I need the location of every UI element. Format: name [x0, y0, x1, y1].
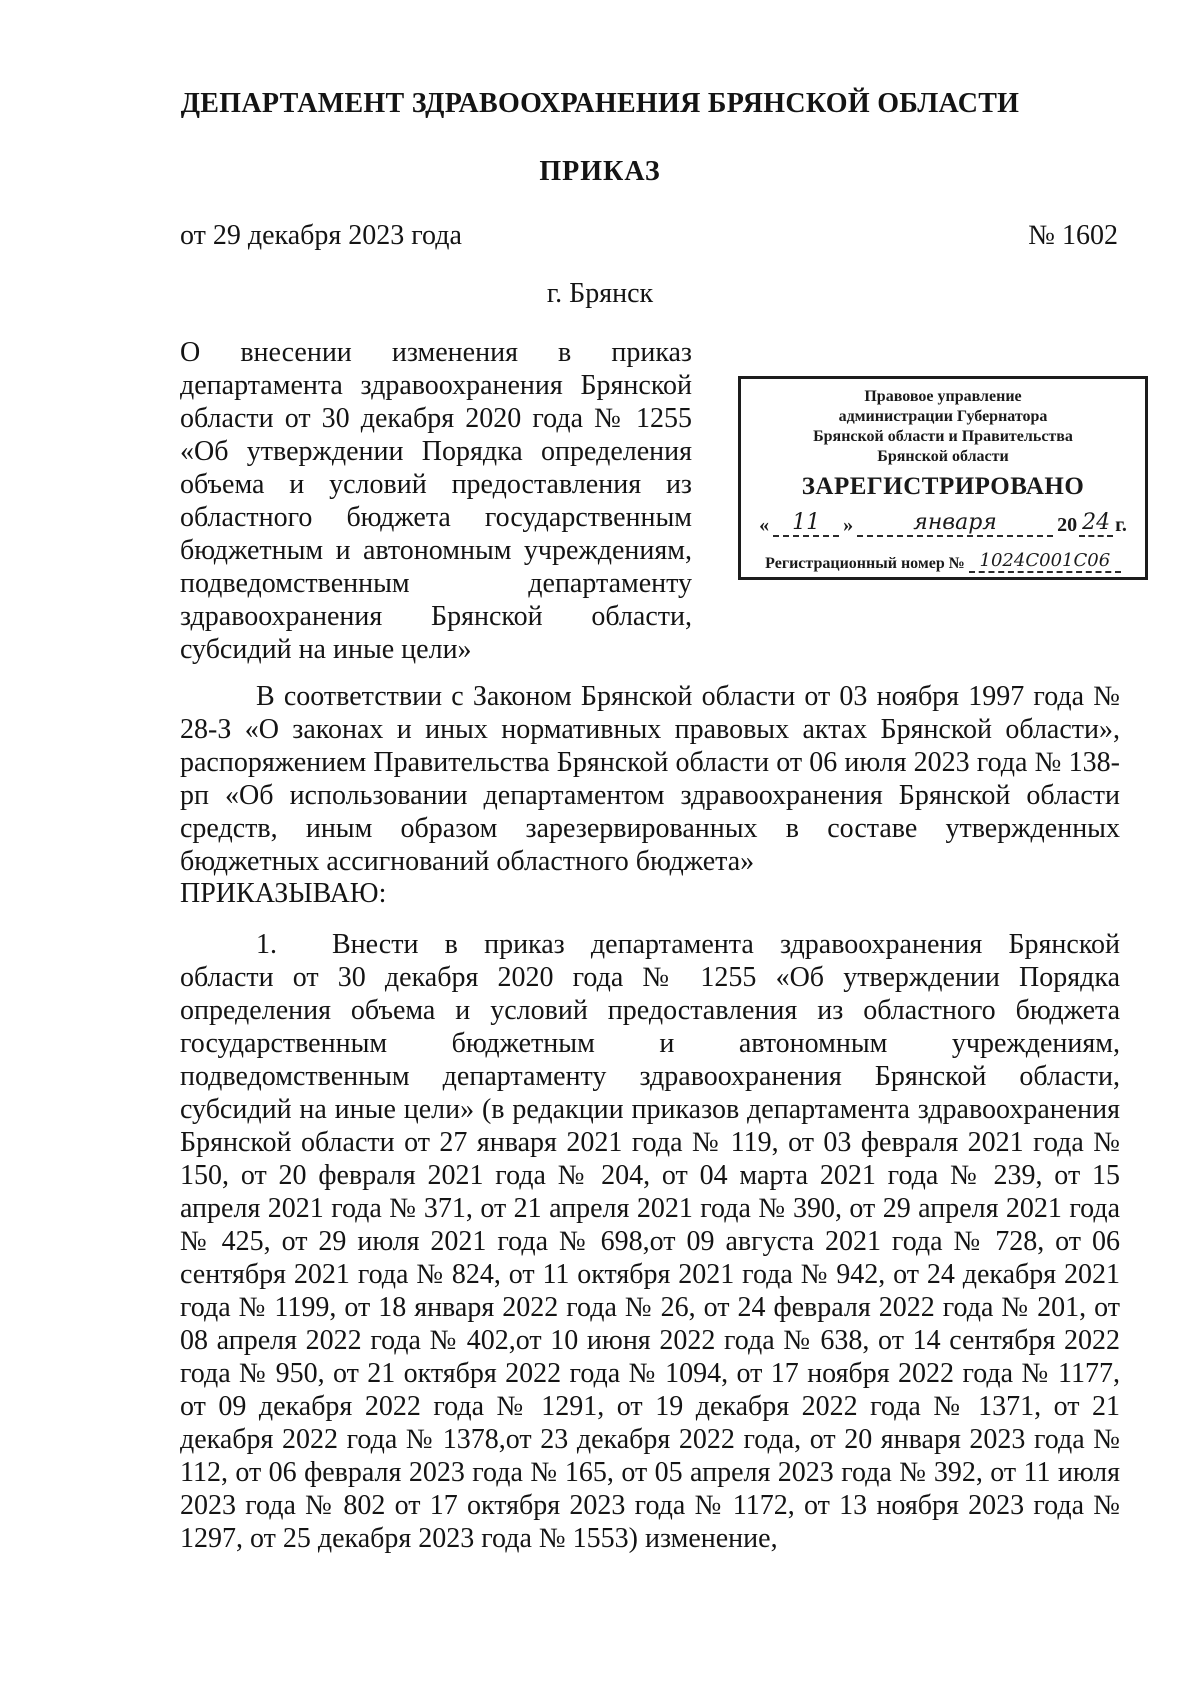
registration-stamp: [738, 376, 1148, 580]
stamp-reg-label: Регистрационный номер №: [765, 555, 965, 572]
document-type-title: ПРИКАЗ: [539, 156, 661, 187]
stamp-org-line: Брянской области и Правительства: [813, 428, 1073, 445]
item-number: 1.: [256, 929, 277, 960]
stamp-year-prefix: 20: [1057, 514, 1078, 536]
preamble-paragraph: [180, 680, 1120, 878]
order-subject: О внесении изменения в приказ департамента здравоохранения Брянской области от 30 декабря 2020 года № 1255 «Об утверждении Порядка определения объема и условий предоставления из областного бюджета государственным бюджетным и автономным учреждениям, подведомственным департаменту здравоохранения Брянской области, субсидий на иные цели»: [180, 337, 692, 665]
stamp-org-line: Правовое управление: [864, 388, 1022, 405]
stamp-org-line: Брянской области: [877, 448, 1009, 465]
stamp-month: января: [857, 511, 1053, 537]
item-text: Внести в приказ департамента здравоохранения Брянской области от 30 декабря 2020 года № 1255 «Об утверждении Порядка определения объема и условий предоставления из областного бюджета государственным бюджетным и автономным учреждениям, подведомственным департаменту здравоохранения Брянской области, субсидий на иные цели» (в редакции приказов департамента здравоохранения Брянской области от 27 января 2021 года № 119, от 03 февраля 2021 года № 150, от 20 февраля 2021 года № 204, от 04 марта 2021 года № 239, от 15 апреля 2021 года № 371, от 21 апреля 2021 года № 390, от 29 апреля 2021 года № 425, от 29 июля 2021 года № 698,от 09 августа 2021 года № 728, от 06 сентября 2021 года № 824, от 11 октября 2021 года № 942, от 24 декабря 2021 года № 1199, от 18 января 2022 года № 26, от 24 февраля 2022 года № 201, от 08 апреля 2022 года № 402,от 10 июня 2022 года № 638, от 14 сентября 2022 года № 950, от 21 октября 2022 года № 1094, от 17 ноября 2022 года № 1177, от 09 декабря 2022 года № 1291, от 19 декабря 2022 года № 1371, от 21 декабря 2022 года № 1378,от 23 декабря 2022 года, от 20 января 2023 года № 112, от 06 февраля 2023 года № 165, от 05 апреля 2023 года № 392, от 11 июля 2023 года № 802 от 17 октября 2023 года № 1172, от 13 ноября 2023 года № 1297, от 25 декабря 2023 года № 1553) изменение,: [180, 929, 1120, 1554]
preamble-text: В соответствии с Законом Брянской области от 03 ноября 1997 года № 28-З «О законах и иных нормативных правовых актах Брянской области», распоряжением Правительства Брянской области от 06 июля 2023 года № 138-рп «Об использовании департаментом здравоохранения Брянской области средств, иным образом зарезервированных в составе утвержденных бюджетных ассигнований областного бюджета»: [180, 681, 1120, 877]
stamp-reg-number: 1024С001С06: [969, 550, 1121, 573]
stamp-quote-open: «: [759, 514, 770, 536]
order-city: г. Брянск: [546, 278, 654, 309]
order-date: от 29 декабря 2023 года: [180, 220, 462, 251]
order-item-1: [180, 928, 1120, 1555]
stamp-status: ЗАРЕГИСТРИРОВАНО: [801, 473, 1085, 500]
department-title: ДЕПАРТАМЕНТ ЗДРАВООХРАНЕНИЯ БРЯНСКОЙ ОБЛАСТИ: [180, 88, 1020, 119]
order-directive: ПРИКАЗЫВАЮ:: [180, 878, 387, 909]
stamp-quote-close: »: [843, 514, 854, 536]
stamp-year-suffix: 24: [1079, 511, 1113, 537]
stamp-year-end: г.: [1115, 514, 1127, 536]
stamp-date: [741, 507, 1145, 537]
stamp-org-line: администрации Губернатора: [838, 408, 1048, 425]
order-number: № 1602: [1028, 220, 1118, 251]
stamp-registration-number: [741, 545, 1145, 573]
stamp-day: 11: [773, 511, 839, 537]
